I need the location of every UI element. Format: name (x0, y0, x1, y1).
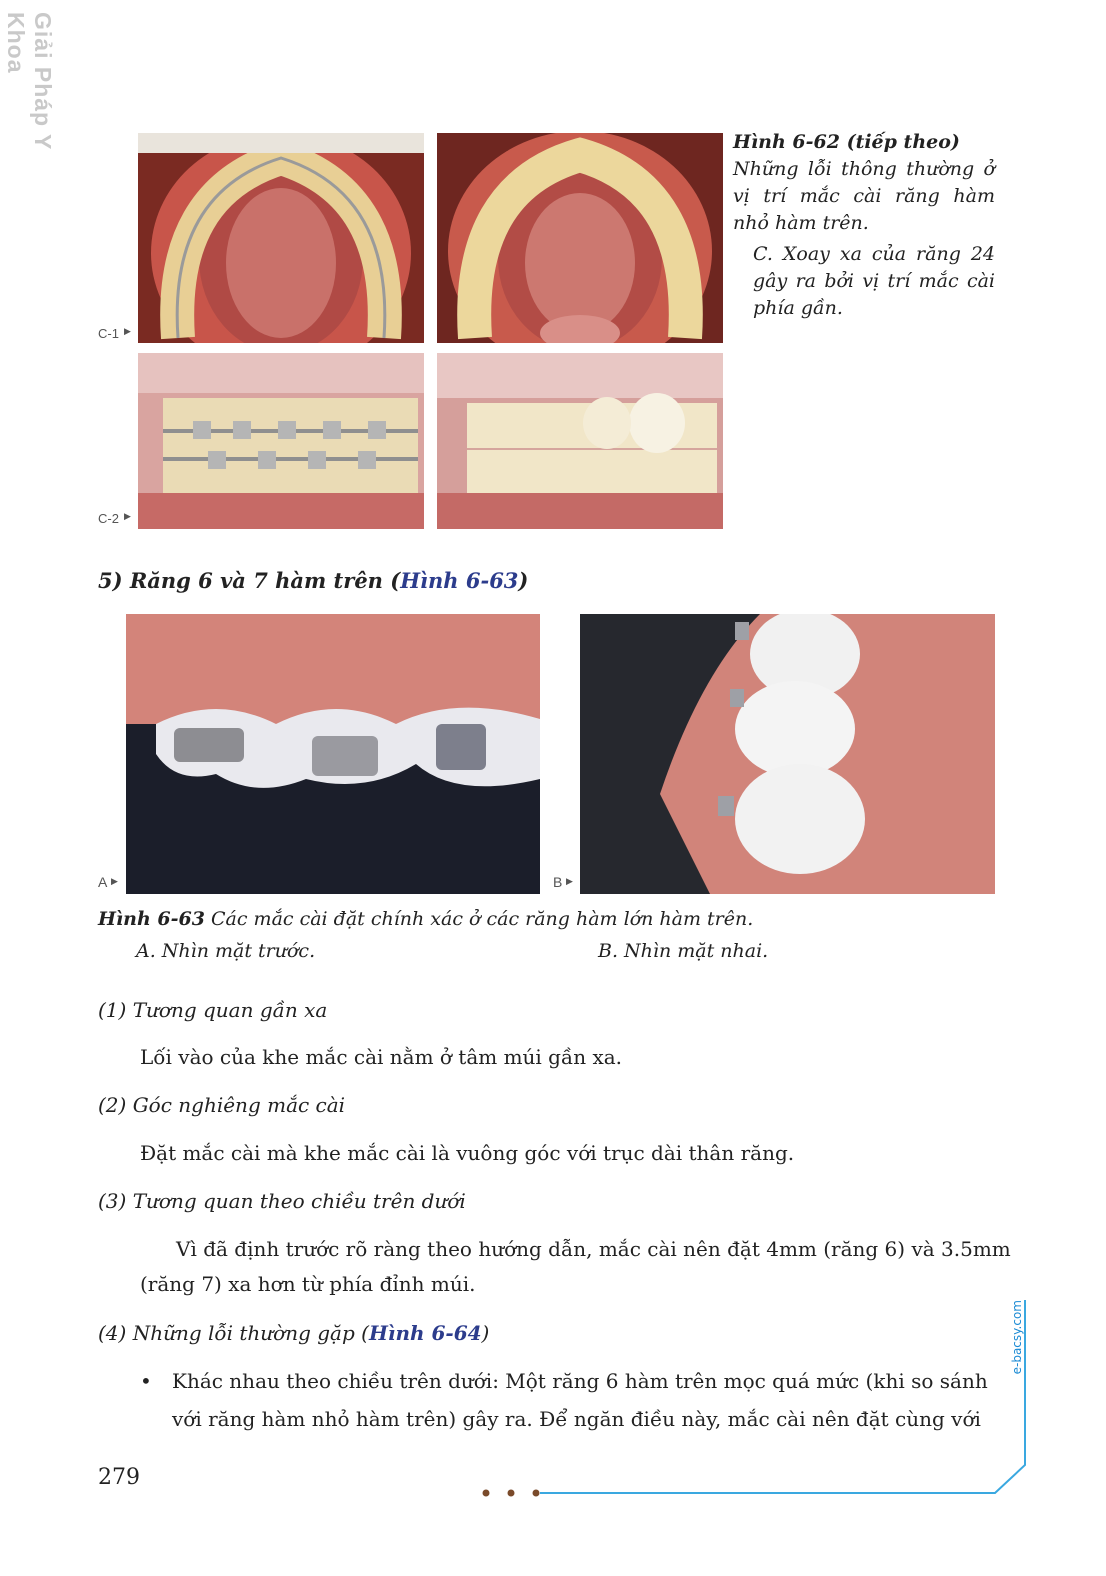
figure-63-sub-a: A. Nhìn mặt trước. (136, 940, 316, 962)
label-b: B (553, 874, 563, 890)
paragraph-2: Đặt mắc cài mà khe mắc cài là vuông góc với trục dài thân răng. (140, 1141, 795, 1165)
figure-62-desc: Những lỗi thông thường ở vị trí mắc cài răng hàm nhỏ hàm trên. (733, 158, 995, 234)
figure-63-text: Các mắc cài đặt chính xác ở các răng hàm lớn hàm trên. (204, 908, 754, 930)
bullet-line-1: Khác nhau theo chiều trên dưới: Một răng 6 hàm trên mọc quá mức (khi so sánh (172, 1369, 988, 1393)
section-heading (98, 568, 528, 593)
photo-c2-right (437, 353, 723, 529)
watermark-text: e-bacsy.com (1010, 1300, 1024, 1375)
photo-b-occlusal-view (580, 614, 995, 894)
photo-a-front-view (126, 614, 540, 894)
label-b-arrow: ▶ (566, 876, 573, 886)
subheading-4 (98, 1317, 489, 1349)
figure-62-caption (733, 129, 995, 322)
sidebar-brand (2, 12, 56, 192)
subheading-4-prefix: (4) Những lỗi thường gặp ( (98, 1321, 369, 1345)
figure-63-title: Hình 6-63 (98, 908, 205, 930)
paragraph-3-line-2: (răng 7) xa hơn từ phía đỉnh múi. (140, 1272, 476, 1296)
label-c1: C-1 (98, 326, 119, 341)
sidebar-brand-text: Giải Pháp Y Khoa (3, 12, 56, 150)
subheading-3: (3) Tương quan theo chiều trên dưới (98, 1189, 466, 1213)
bullet-line-2: với răng hàm nhỏ hàm trên) gây ra. Để ngăn điều này, mắc cài nên đặt cùng với (172, 1407, 981, 1431)
label-a: A (98, 874, 108, 890)
page-accent-line (470, 1300, 1030, 1500)
figure-63-caption (98, 906, 998, 933)
section-heading-suffix: ) (518, 568, 529, 593)
subheading-4-link[interactable]: Hình 6-64 (368, 1321, 482, 1345)
subheading-4-suffix: ) (481, 1321, 490, 1345)
figure-62-title: Hình 6-62 (tiếp theo) (733, 131, 960, 153)
paragraph-1: Lối vào của khe mắc cài nằm ở tâm múi gần xa. (140, 1045, 623, 1069)
label-c1-arrow: ▶ (124, 326, 131, 336)
figure-63-sub-b: B. Nhìn mặt nhai. (598, 940, 769, 962)
photo-c1-right (437, 133, 723, 343)
photo-c1-left (138, 133, 424, 343)
page-number: 279 (98, 1465, 140, 1490)
paragraph-3-line-1: Vì đã định trước rõ ràng theo hướng dẫn, mắc cài nên đặt 4mm (răng 6) và 3.5mm (176, 1237, 1011, 1261)
photo-c2-left (138, 353, 424, 529)
subheading-2: (2) Góc nghiêng mắc cài (98, 1093, 346, 1117)
label-a-arrow: ▶ (111, 876, 118, 886)
figure-62-item-c: C. Xoay xa của răng 24 gây ra bởi vị trí mắc cài phía gần. (753, 243, 995, 319)
subheading-1: (1) Tương quan gần xa (98, 998, 328, 1022)
label-c2: C-2 (98, 511, 119, 526)
section-heading-prefix: 5) Răng 6 và 7 hàm trên ( (98, 568, 401, 593)
section-heading-link[interactable]: Hình 6-63 (400, 568, 519, 593)
bullet-dot: • (140, 1369, 152, 1393)
label-c2-arrow: ▶ (124, 511, 131, 521)
